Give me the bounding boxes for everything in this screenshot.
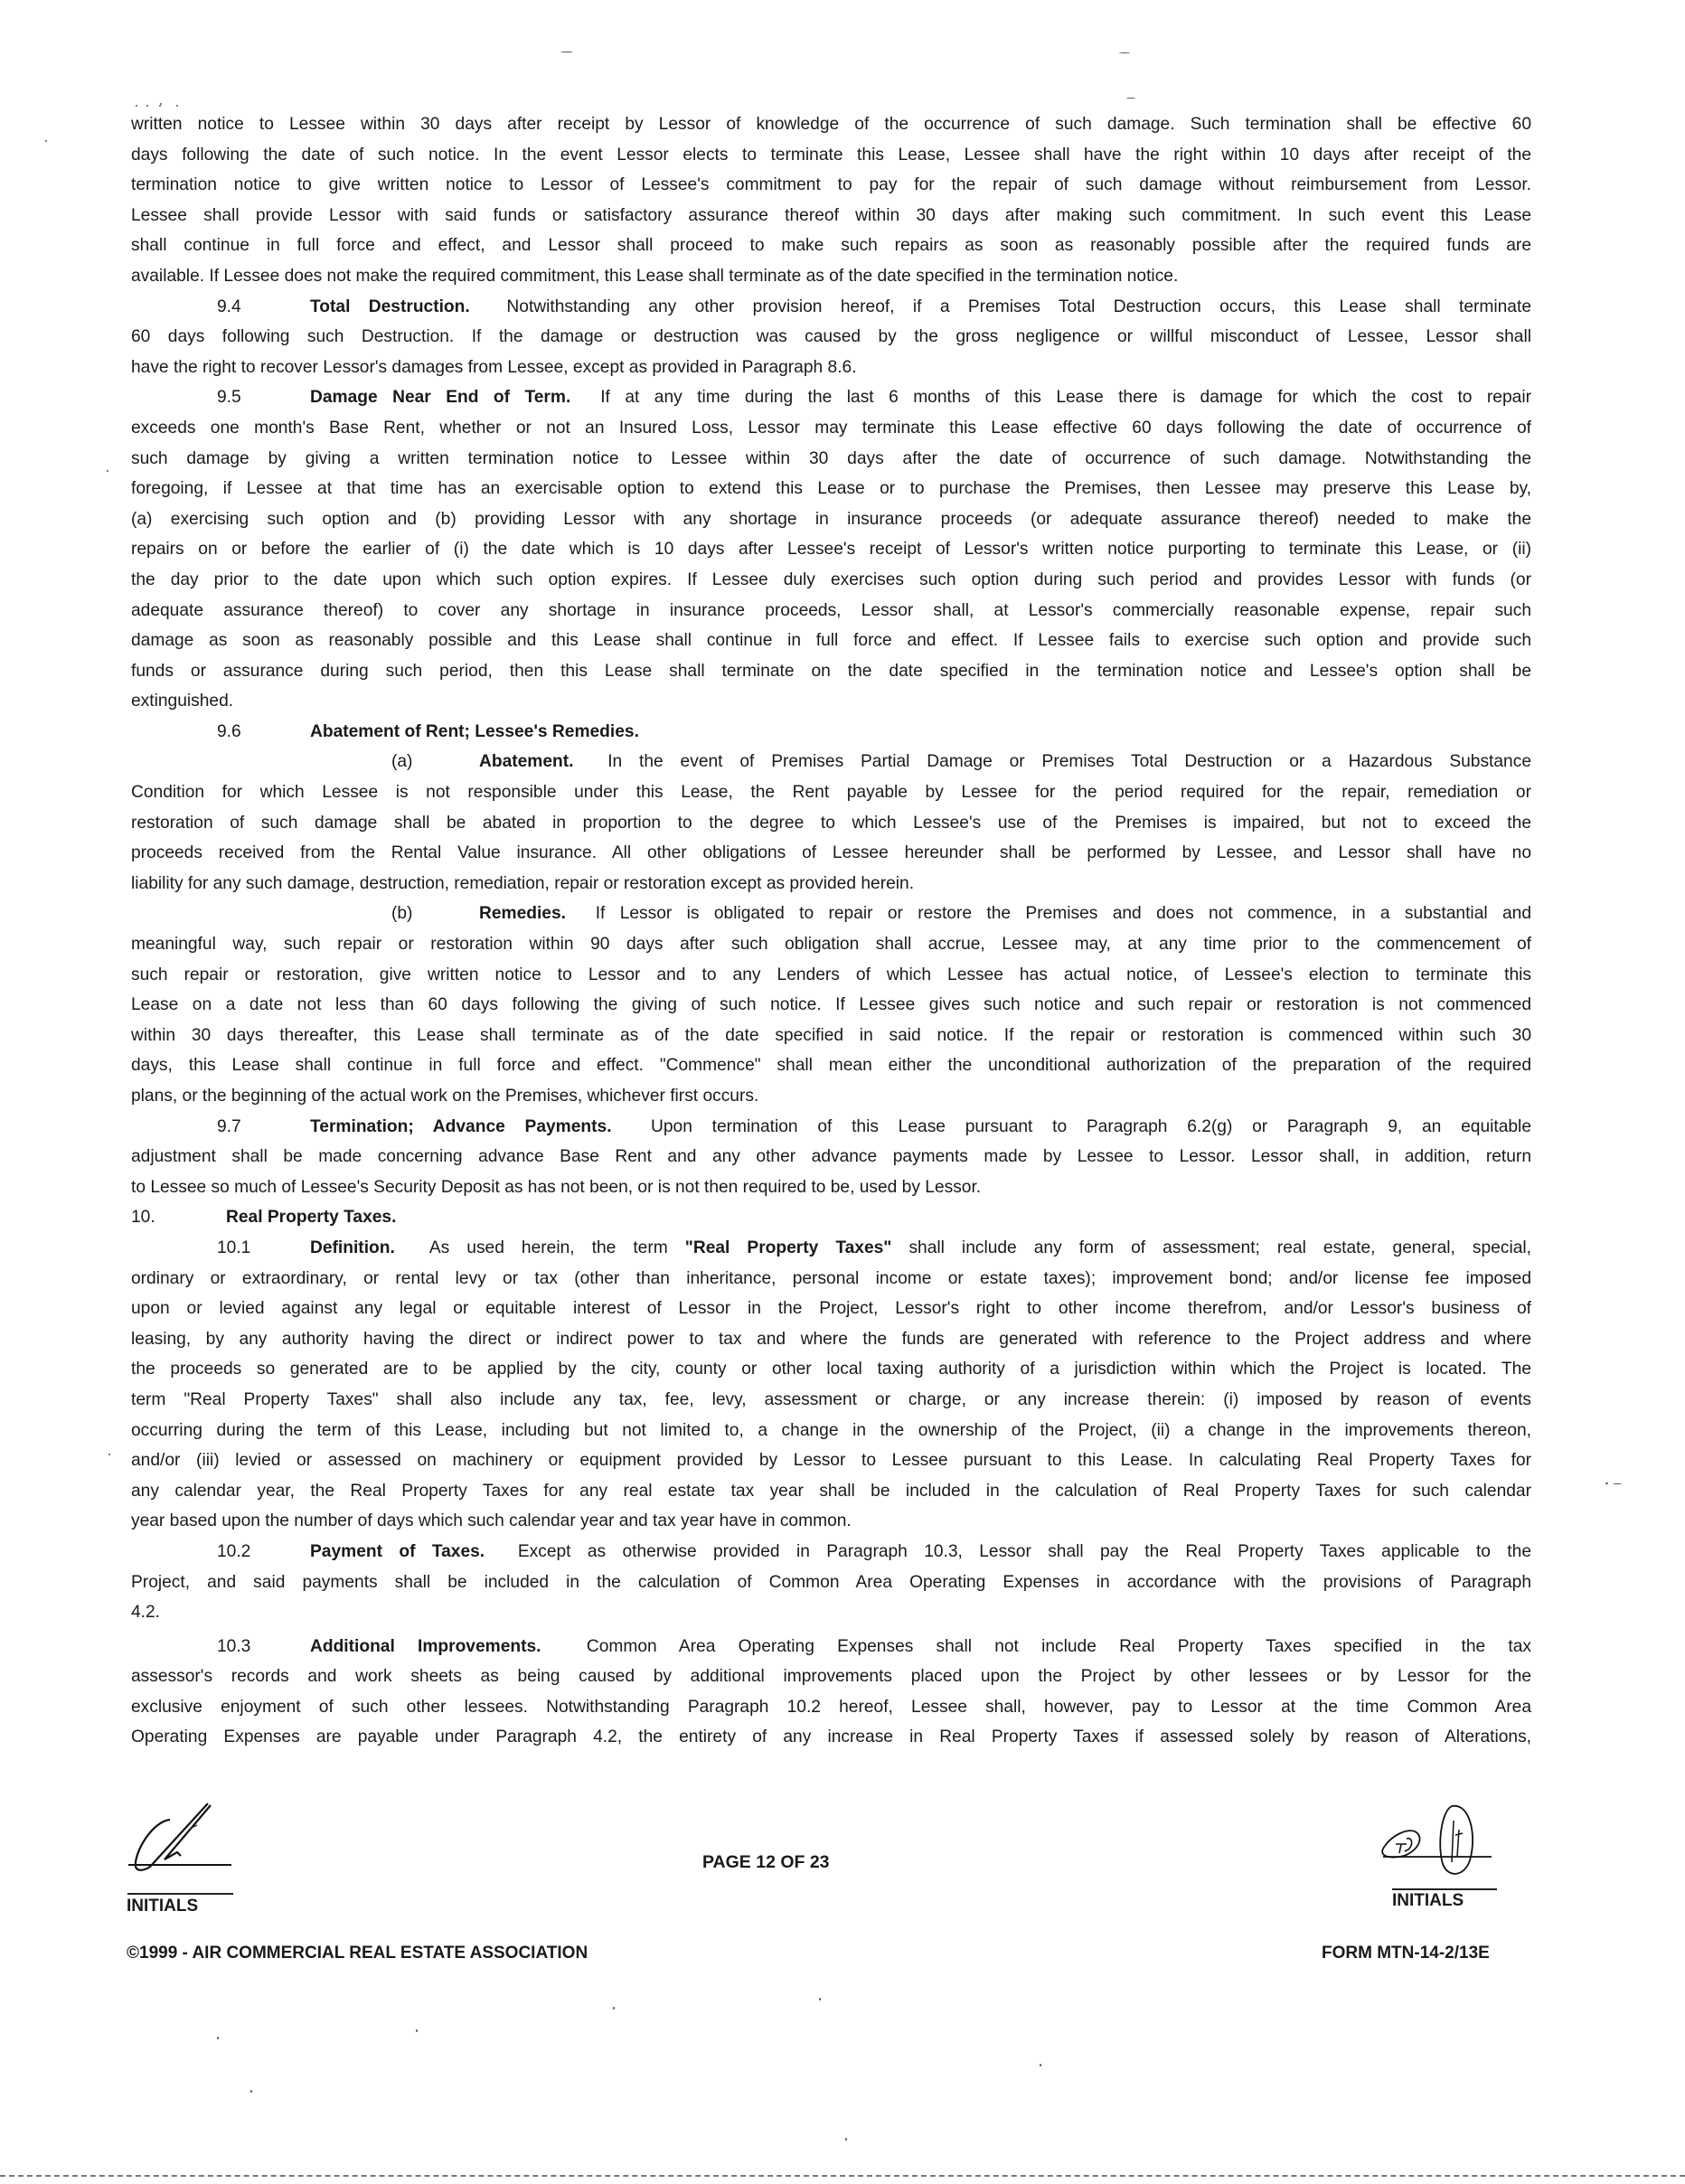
text-line: restoration of such damage shall be abated in proportion to the degree to which Lessee's use of the Premises is impaired, but not to exceed the — [131, 813, 1531, 833]
text-line: days, this Lease shall continue in full force and effect. "Commence" shall mean either the unconditional authorization of the preparation of the required — [131, 1056, 1531, 1076]
text-line: shall continue in full force and effect, and Lessor shall proceed to make such repairs as soon as reasonably possible after the required funds are — [131, 236, 1531, 256]
text-line: (a) exercising such option and (b) providing Lessor with any shortage in insurance proceeds (or adequate assurance thereof) needed to make the — [131, 509, 1531, 529]
right-initials-label: INITIALS — [1392, 1891, 1464, 1910]
section-number: 9.5 — [217, 388, 241, 408]
text-line: 4.2. — [131, 1603, 161, 1623]
scan-speck — [146, 105, 148, 107]
section-text: Common Area Operating Expenses shall not include Real Property Taxes specified in the tax — [586, 1636, 1531, 1656]
section-9-6b-first-line — [131, 899, 1531, 929]
defined-term: "Real Property Taxes" — [684, 1238, 892, 1257]
text-line: funds or assurance during such period, then this Lease shall terminate on the date specified in the termination notice and Lessee's option shall be — [131, 661, 1531, 681]
section-9-7-first-line — [131, 1112, 1531, 1143]
left-initials-line — [127, 1893, 233, 1895]
text-line: to Lessee so much of Lessee's Security Deposit as has not been, or is not then required to be, used by Lessor. — [131, 1177, 982, 1197]
text-line: the proceeds so generated are to be applied by the city, county or other local taxing authority of a jurisdiction within which the Project is located. The — [131, 1360, 1531, 1379]
text-line: written notice to Lessee within 30 days after receipt by Lessor of knowledge of the occurrence of such damage. Such termination shall be effective 60 — [131, 115, 1531, 134]
scan-speck — [613, 2007, 615, 2010]
text-line: days following the date of such notice. In the event Lessor elects to terminate this Lease, Lessee shall have the right within 10 days after receipt of the — [131, 145, 1531, 165]
text-line: exclusive enjoyment of such other lessees. Notwithstanding Paragraph 10.2 hereof, Lessee shall, however, pay to Lessor at the time Common Area — [131, 1697, 1531, 1717]
section-heading: Damage Near End of Term. — [310, 388, 571, 408]
section-number: 10.2 — [217, 1541, 251, 1561]
text-line: within 30 days thereafter, this Lease shall terminate as of the date specified in said notice. If the repair or restoration is commenced within such 30 — [131, 1025, 1531, 1045]
form-number: FORM MTN-14-2/13E — [1322, 1944, 1490, 1963]
text-line: such damage by giving a written termination notice to Lessee within 30 days after the date of occurrence of such damage. Notwithstanding the — [131, 448, 1531, 468]
text-line: upon or levied against any legal or equitable interest of Lessor in the Project, Lessor's right to other income therefrom, and/or Lessor's business of — [131, 1299, 1531, 1319]
text-line: leasing, by any authority having the direct or indirect power to tax and where the funds are generated with reference to the Project address and where — [131, 1329, 1531, 1349]
section-number: 9.4 — [217, 297, 241, 316]
section-10-heading-line — [131, 1202, 1531, 1233]
text-line: exceeds one month's Base Rent, whether or not an Insured Loss, Lessor may terminate this Lease effective 60 days following the date of occurrence of — [131, 418, 1531, 438]
section-text: In the event of Premises Partial Damage or Premises Total Destruction or a Hazardous Substance — [607, 752, 1531, 772]
section-9-6a-first-line — [131, 747, 1531, 777]
text-line: such repair or restoration, give written notice to Lessor and to any Lenders of which Lessee has actual notice, of Lessee's election to terminate this — [131, 965, 1531, 984]
text-line: and/or (iii) levied or assessed on machinery or equipment provided by Lessor to Lessee pursuant to this Lease. In calculating Real Property Taxes for — [131, 1451, 1531, 1471]
page-number: PAGE 12 OF 23 — [702, 1852, 830, 1872]
section-number: 10. — [131, 1208, 155, 1228]
body-text — [131, 109, 1531, 1753]
section-number: 10.1 — [217, 1238, 251, 1257]
scan-speck — [107, 470, 108, 472]
section-heading: Additional Improvements. — [310, 1636, 541, 1656]
scan-speck — [250, 2090, 252, 2093]
text-line: termination notice to give written notice to Lessor of Lessee's commitment to pay for the repair of such damage without reimbursement from Lessor. — [131, 175, 1531, 195]
section-heading: Payment of Taxes. — [310, 1541, 485, 1561]
section-text: Upon termination of this Lease pursuant to Paragraph 6.2(g) or Paragraph 9, an equitable — [651, 1116, 1531, 1136]
subsection-heading: Abatement. — [479, 752, 574, 772]
scan-speck — [45, 140, 47, 142]
right-initials-signature — [1365, 1799, 1501, 1885]
section-text: Except as otherwise provided in Paragraph 10.3, Lessor shall pay the Real Property Taxes applicable to the — [517, 1541, 1531, 1561]
section-text: If Lessor is obligated to repair or restore the Premises and does not commence, in a substantial and — [595, 904, 1531, 924]
text-line: adjustment shall be made concerning advance Base Rent and any other advance payments made by Lessee to Lessor. Lessor shall, in addition, return — [131, 1147, 1531, 1167]
section-number: 9.6 — [217, 721, 241, 741]
right-initials-line — [1392, 1888, 1497, 1890]
scan-speck — [416, 2029, 418, 2032]
scan-speck — [217, 2037, 219, 2039]
text-line: adequate assurance thereof) to cover any shortage in insurance proceeds, Lessor shall, at Lessor's commercially reasonable expense, repair such — [131, 600, 1531, 620]
text-line: foregoing, if Lessee at that time has an exercisable option to extend this Lease or to purchase the Premises, then Lessee may preserve this Lease by, — [131, 479, 1531, 499]
scan-speck — [160, 103, 162, 105]
copyright-notice: ©1999 - AIR COMMERCIAL REAL ESTATE ASSOCIATION — [127, 1944, 588, 1963]
text-line: Lessee shall provide Lessor with said funds or satisfactory assurance thereof within 30 days after making such commitment. In such event this Lease — [131, 205, 1531, 225]
scan-speck — [1119, 52, 1130, 53]
section-heading: Real Property Taxes. — [226, 1208, 397, 1228]
section-heading: Definition. — [310, 1238, 395, 1257]
text-line: term "Real Property Taxes" shall also include any tax, fee, levy, assessment or charge, or any increase therein: (i) imposed by reason of events — [131, 1389, 1531, 1409]
scan-speck — [108, 1454, 110, 1455]
subsection-heading: Remedies. — [479, 904, 566, 924]
text-line: damage as soon as reasonably possible and this Lease shall continue in full force and effect. If Lessee fails to exercise such option and provide such — [131, 631, 1531, 651]
text-line: repairs on or before the earlier of (i) the date which is 10 days after Lessee's receipt of Lessor's written notice purporting to terminate this Lease, or (ii) — [131, 540, 1531, 560]
section-10-1-first-line — [131, 1233, 1531, 1264]
text-line: plans, or the beginning of the actual work on the Premises, whichever first occurs. — [131, 1087, 759, 1106]
text-line: Condition for which Lessee is not responsible under this Lease, the Rent payable by Lessee for the period required for the repair, remediation or — [131, 783, 1531, 803]
text-line: meaningful way, such repair or restoration within 90 days after such obligation shall accrue, Lessee may, at any time prior to the commencement of — [131, 935, 1531, 955]
scan-speck — [819, 1998, 821, 2000]
scan-speck — [1613, 1483, 1622, 1484]
text-line: extinguished. — [131, 692, 234, 711]
text-line: 60 days following such Destruction. If the damage or destruction was caused by the gross negligence or willful misconduct of Lessee, Lessor shall — [131, 327, 1531, 347]
scan-edge-line — [0, 2175, 1685, 2177]
section-heading: Total Destruction. — [310, 297, 470, 316]
text-line: Operating Expenses are payable under Paragraph 4.2, the entirety of any increase in Real Property Taxes if assessed solely by reason of Alterations, — [131, 1727, 1531, 1747]
text-line: assessor's records and work sheets as being caused by additional improvements placed upon the Project by other lessees or by Lessor for the — [131, 1667, 1531, 1687]
text-line: proceeds received from the Rental Value insurance. All other obligations of Lessee hereunder shall be performed by Lessee, and Lessor shall have no — [131, 843, 1531, 863]
section-heading: Termination; Advance Payments. — [310, 1116, 612, 1136]
section-9-6-heading-line — [131, 717, 1531, 748]
scan-speck — [176, 105, 178, 107]
text-line: any calendar year, the Real Property Taxes for any real estate tax year shall be included in the calculation of Real Property Taxes for such calendar — [131, 1481, 1531, 1501]
section-text: As used herein, the term — [428, 1238, 668, 1257]
scan-speck — [136, 105, 137, 107]
section-10-2-first-line — [131, 1537, 1531, 1567]
section-number: 10.3 — [217, 1636, 251, 1656]
section-text: Notwithstanding any other provision hereof, if a Premises Total Destruction occurs, this Lease shall terminate — [506, 297, 1531, 316]
scan-speck — [1040, 2064, 1041, 2066]
section-number: 9.7 — [217, 1116, 241, 1136]
text-line: available. If Lessee does not make the required commitment, this Lease shall terminate as of the date specified in the termination notice. — [131, 266, 1179, 286]
section-text: shall include any form of assessment; real estate, general, special, — [908, 1238, 1531, 1257]
subsection-number: (a) — [391, 752, 413, 772]
scan-speck — [1126, 98, 1135, 99]
section-heading: Abatement of Rent; Lessee's Remedies. — [310, 721, 639, 741]
section-9-5-first-line — [131, 382, 1531, 413]
section-9-4-first-line — [131, 292, 1531, 323]
text-line: the day prior to the date upon which such option expires. If Lessee duly exercises such option during such period and provides Lessor with funds (or — [131, 570, 1531, 589]
subsection-number: (b) — [391, 904, 413, 924]
left-initials-label: INITIALS — [127, 1897, 199, 1916]
text-line: Project, and said payments shall be included in the calculation of Common Area Operating Expenses in accordance with the provisions of Paragraph — [131, 1572, 1531, 1592]
left-initials-signature — [125, 1803, 242, 1876]
scan-speck — [1605, 1483, 1608, 1484]
text-line: liability for any such damage, destruction, remediation, repair or restoration except as provided herein. — [131, 873, 915, 893]
text-line: occurring during the term of this Lease, including but not limited to, a change in the ownership of the Project, (ii) a change in the improvements thereon, — [131, 1420, 1531, 1440]
section-text: If at any time during the last 6 months of this Lease there is damage for which the cost to repair — [600, 388, 1531, 408]
scan-speck — [845, 2138, 847, 2141]
text-line: have the right to recover Lessor's damages from Lessee, except as provided in Paragraph 8.6. — [131, 357, 857, 377]
text-line: year based upon the number of days which such calendar year and tax year have in common. — [131, 1511, 852, 1531]
text-line: Lease on a date not less than 60 days following the giving of such notice. If Lessee gives such notice and such repair or restoration is not commenced — [131, 995, 1531, 1015]
section-10-3-first-line — [131, 1632, 1531, 1662]
scan-speck — [159, 105, 161, 107]
text-line: ordinary or extraordinary, or rental levy or tax (other than inheritance, personal income or estate taxes); improvement bond; and/or license fee imposed — [131, 1268, 1531, 1288]
